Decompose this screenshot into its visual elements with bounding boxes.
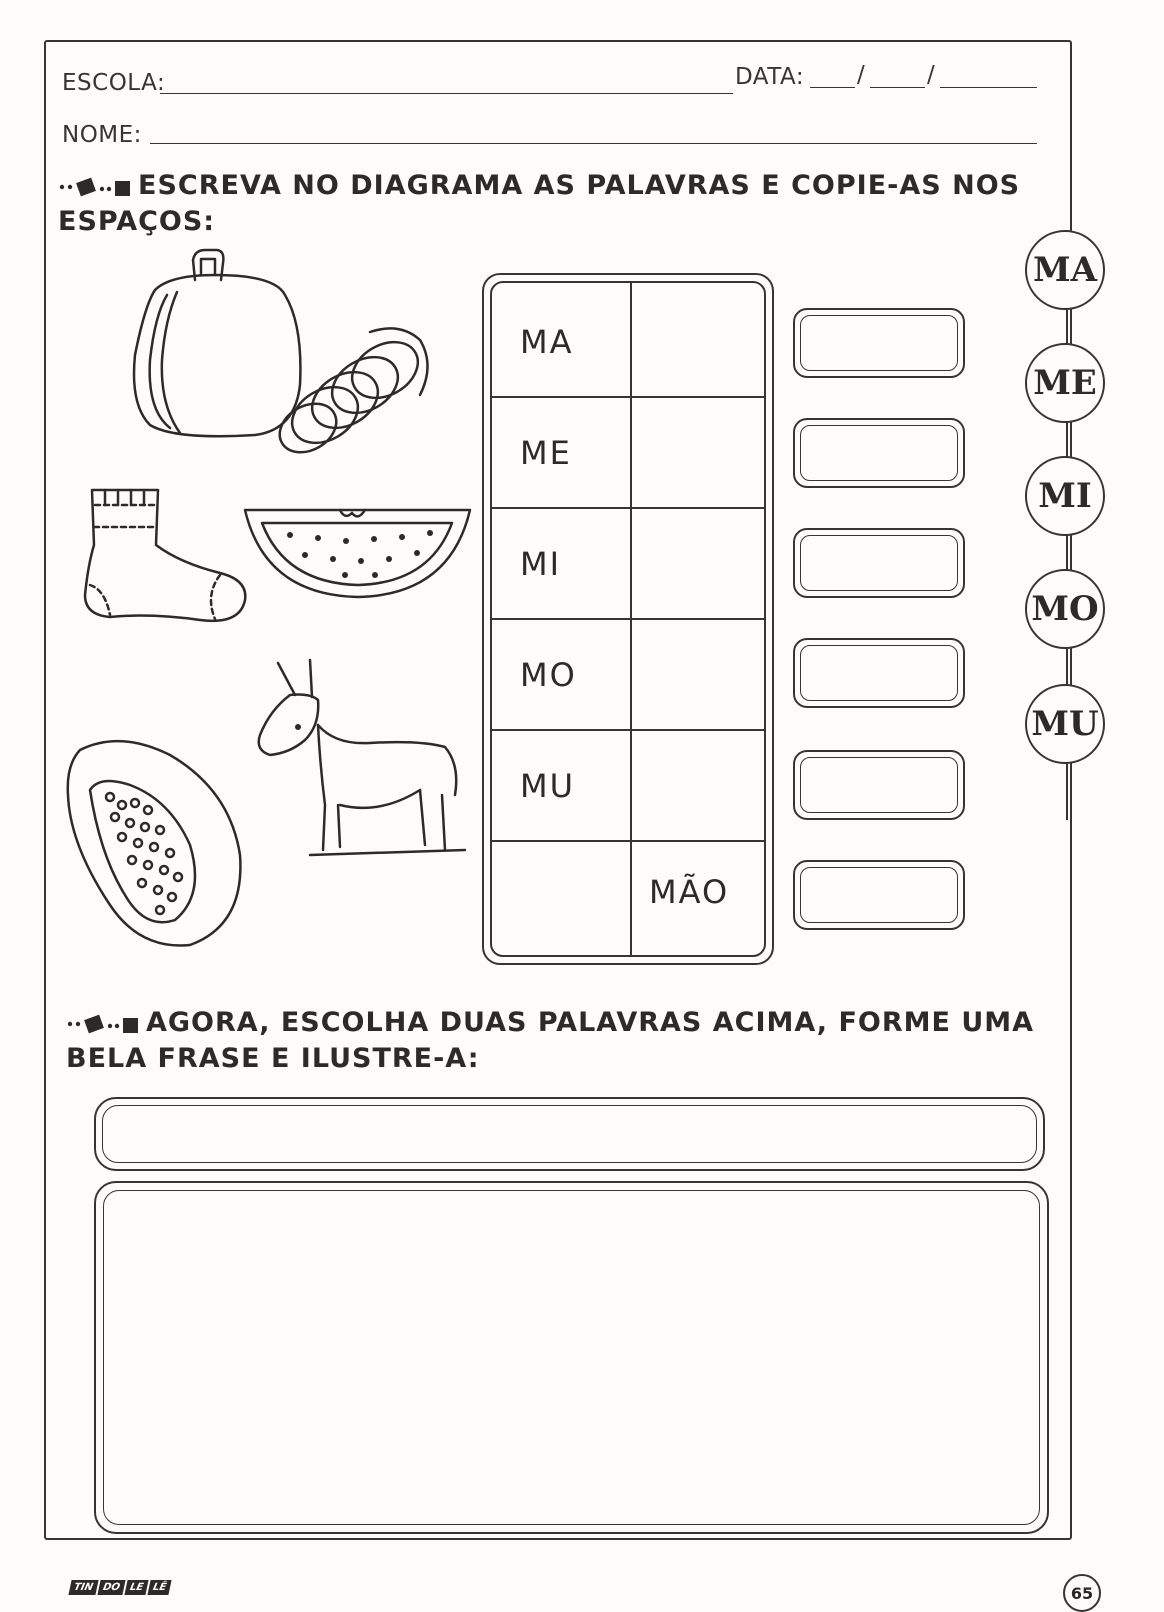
diagram-cell: MO — [520, 656, 577, 694]
word-diagram — [482, 273, 774, 965]
diagram-blank-cell[interactable] — [632, 620, 766, 727]
bullet-icon — [66, 1013, 140, 1035]
syllable-badge-ma: MA — [1025, 230, 1105, 310]
copy-word-box[interactable] — [793, 860, 965, 930]
logo-part: LÊ — [147, 1580, 171, 1595]
date-separator: / — [857, 62, 866, 88]
data-label: DATA: — [735, 64, 805, 90]
page-number: 65 — [1063, 1574, 1101, 1612]
instruction-2-line1: AGORA, ESCOLHA DUAS PALAVRAS ACIMA, FORME UMA — [146, 1007, 1035, 1038]
syllable-badge-mu: MU — [1025, 684, 1105, 764]
date-separator: / — [927, 62, 936, 88]
sock-icon — [80, 485, 255, 630]
logo-part: DO — [97, 1580, 125, 1595]
date-year-field[interactable] — [940, 87, 1037, 88]
papaya-icon — [60, 735, 245, 950]
diagram-blank-cell[interactable] — [632, 731, 766, 838]
escola-label: ESCOLA: — [62, 70, 166, 96]
nome-field[interactable] — [150, 143, 1037, 144]
diagram-cell: MA — [520, 323, 574, 361]
diagram-cell: ME — [520, 434, 572, 472]
instruction-1 — [58, 168, 1020, 240]
logo-part: TIN — [68, 1580, 98, 1595]
donkey-icon — [250, 655, 465, 865]
copy-word-box[interactable] — [793, 750, 965, 820]
nome-label: NOME: — [62, 122, 142, 148]
publisher-logo — [70, 1580, 170, 1595]
syllable-badge-mi: MI — [1025, 456, 1105, 536]
instruction-1-line1: ESCREVA NO DIAGRAMA AS PALAVRAS E COPIE-AS NOS — [138, 170, 1021, 201]
date-month-field[interactable] — [870, 87, 925, 88]
watermelon-icon — [240, 505, 475, 605]
instruction-2 — [66, 1005, 1034, 1077]
diagram-cell: MU — [520, 767, 576, 805]
bullet-icon — [58, 176, 132, 198]
escola-field[interactable] — [160, 93, 733, 94]
illustration-area[interactable] — [94, 1181, 1049, 1534]
logo-part: LE — [124, 1580, 148, 1595]
diagram-cell: MI — [520, 545, 562, 583]
diagram-blank-cell[interactable] — [492, 842, 628, 957]
copy-word-box[interactable] — [793, 308, 965, 378]
instruction-2-line2: BELA FRASE E ILUSTRE-A: — [66, 1043, 480, 1074]
copy-word-box[interactable] — [793, 638, 965, 708]
sentence-field[interactable] — [94, 1097, 1045, 1171]
instruction-1-line2: ESPAÇOS: — [58, 206, 216, 237]
diagram-blank-cell[interactable] — [632, 398, 766, 505]
diagram-cell: MÃO — [649, 873, 730, 911]
diagram-blank-cell[interactable] — [632, 509, 766, 616]
copy-word-box[interactable] — [793, 418, 965, 488]
date-day-field[interactable] — [810, 87, 855, 88]
diagram-blank-cell[interactable] — [632, 283, 766, 394]
syllable-badge-mo: MO — [1025, 569, 1105, 649]
spring-icon — [270, 320, 445, 470]
syllable-badge-me: ME — [1025, 343, 1105, 423]
copy-word-box[interactable] — [793, 528, 965, 598]
